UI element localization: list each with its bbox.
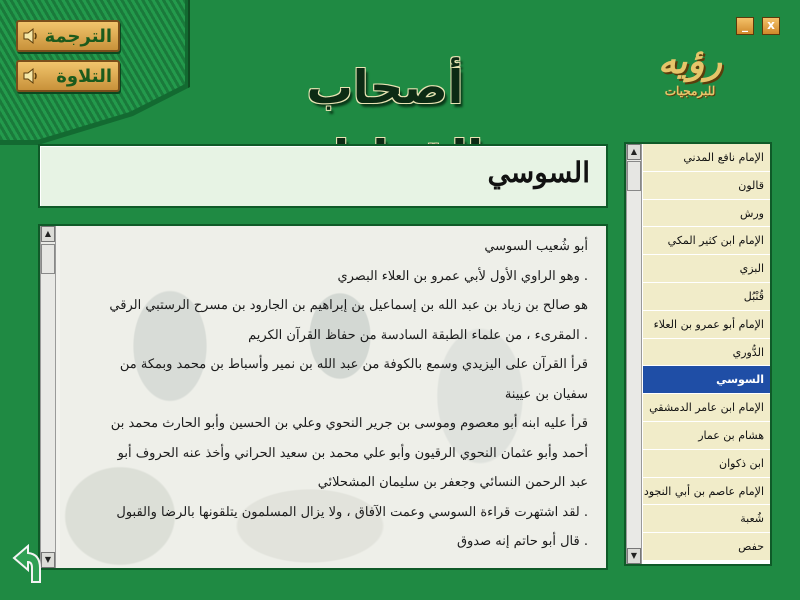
readers-list-scrollbar[interactable] <box>626 144 642 564</box>
list-item[interactable]: قُنْبُل <box>643 283 770 311</box>
biography-line: عبد الرحمن النسائي وجعفر بن سليمان المشحلائي <box>317 475 588 490</box>
biography-line: أبو شُعيب السوسي <box>484 239 588 254</box>
biography-panel <box>38 224 608 570</box>
page-title: أصحاب <box>306 60 464 114</box>
speaker-icon <box>22 27 40 45</box>
biography-line: أحمد وأبو عثمان النحوي الرقيون وأبو علي محمد بن سعيد الحراني وأخذ عنه الحروف أبو <box>117 445 588 461</box>
translation-audio-button[interactable] <box>16 20 120 52</box>
list-item[interactable]: قالون <box>643 172 770 200</box>
company-logo <box>650 38 730 116</box>
list-item[interactable]: الإمام ابن كثير المكي <box>643 227 770 255</box>
scroll-down-arrow-icon[interactable]: ▼ <box>41 552 55 568</box>
biography-line: قرأ القرآن على اليزيدي وسمع بالكوفة من عبد الله بن نمير وأسباط بن محمد وبمكة من <box>119 357 588 372</box>
list-item[interactable]: حفص <box>643 533 770 561</box>
close-button[interactable]: x <box>762 17 780 35</box>
list-item[interactable]: ورش <box>643 200 770 228</box>
list-item[interactable]: الإمام نافع المدني <box>643 144 770 172</box>
biography-line: قرأ عليه ابنه أبو معصوم وموسى بن جرير النحوي وعلي بن الحسين وأبو الحارث محمد بن <box>110 416 588 431</box>
logo-line2: للبرمجيات <box>664 84 716 98</box>
list-item[interactable]: الدُّوري <box>643 339 770 367</box>
speaker-icon <box>22 67 40 85</box>
biography-line: سفيان بن عيينة <box>504 386 588 402</box>
recitation-button-label: التلاوة <box>56 65 112 87</box>
recitation-audio-button[interactable] <box>16 60 120 92</box>
list-item[interactable]: السوسي <box>643 366 770 394</box>
scroll-up-arrow-icon[interactable]: ▲ <box>627 144 641 160</box>
biography-line: . وهو الراوي الأول لأبي عمرو بن العلاء البصري <box>337 268 588 284</box>
scroll-up-arrow-icon[interactable]: ▲ <box>41 226 55 242</box>
list-item[interactable]: الإمام أبو عمرو بن العلاء <box>643 311 770 339</box>
biography-scrollbar[interactable] <box>40 226 56 568</box>
back-arrow-icon[interactable] <box>10 544 42 584</box>
list-item[interactable]: الإمام عاصم بن أبي النجود <box>643 478 770 506</box>
scroll-thumb[interactable] <box>41 244 55 274</box>
list-item[interactable]: شُعبة <box>643 505 770 533</box>
biography-line: . المقرىء ، من علماء الطبقة السادسة من حفاظ القرآن الكريم <box>248 327 588 343</box>
selected-reader-panel <box>38 144 608 208</box>
biography-line: هو صالح بن زياد بن عبد الله بن إسماعيل بن إبراهيم بن الجارود بن مسرح الرستبي الرقي <box>109 298 588 313</box>
readers-list-panel <box>624 142 772 566</box>
list-item[interactable]: البزي <box>643 255 770 283</box>
translation-button-label: الترجمة <box>44 25 112 47</box>
readers-list <box>643 144 770 561</box>
list-item[interactable]: الإمام ابن عامر الدمشقي <box>643 394 770 422</box>
biography-text <box>66 232 588 557</box>
logo-line1: رؤيه <box>657 40 723 82</box>
list-item[interactable]: هشام بن عمار <box>643 422 770 450</box>
scroll-down-arrow-icon[interactable]: ▼ <box>627 548 641 564</box>
biography-line: . لقد اشتهرت قراءة السوسي وعمت الآفاق ، ولا يزال المسلمون يتلقونها بالرضا والقبول <box>116 504 588 520</box>
minimize-button[interactable]: _ <box>736 17 754 35</box>
scroll-thumb[interactable] <box>627 161 641 191</box>
selected-reader-name: السوسي <box>487 156 590 189</box>
biography-line: . قال أبو حاتم إنه صدوق <box>456 534 588 549</box>
list-item[interactable]: ابن ذكوان <box>643 450 770 478</box>
